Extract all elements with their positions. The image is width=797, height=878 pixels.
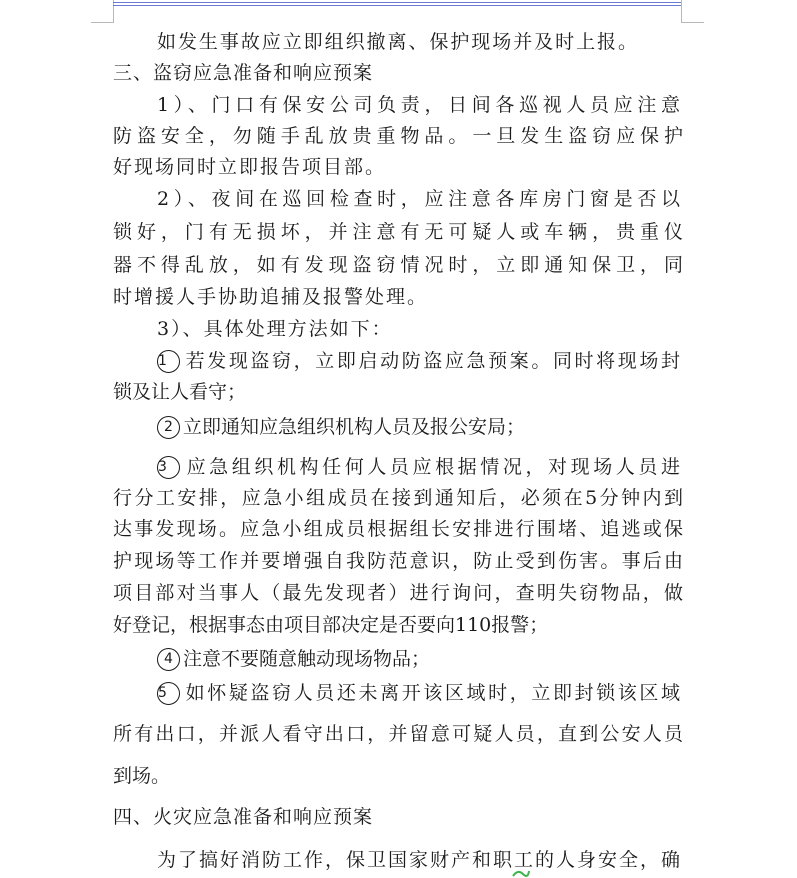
text-line: 3）、具体处理方法如下： — [157, 318, 393, 340]
text-line: 1）、门口有保安公司负责，日间各巡视人员应注意 — [157, 94, 680, 116]
text-line: 为了搞好消防工作，保卫国家财产和职工的人身安全，确 — [157, 849, 680, 871]
text-line: 锁及让人看守； — [113, 381, 247, 403]
circled-number-5: 5 — [157, 682, 180, 705]
text-line: 时增援人手协助追捕及报警处理。 — [113, 286, 429, 308]
crop-mark-top-right — [681, 0, 704, 23]
circled-number-2: 2 — [157, 416, 180, 439]
section-heading: 三、盗窃应急准备和响应预案 — [113, 62, 374, 84]
list-item: 2 立即通知应急组织机构人员及报公安局； — [157, 412, 727, 442]
text-line: 行分工安排，应急小组成员在接到通知后，必须在5分钟内到 — [113, 487, 683, 509]
text-line: 所有出口，并派人看守出口，并留意可疑人员，直到公安人员 — [113, 723, 683, 745]
text-line: 如发生事故应立即组织撤离、保护现场并及时上报。 — [157, 31, 637, 53]
list-item: 3 应急组织机构任何人员应根据情况，对现场人员进 — [158, 456, 680, 478]
text-line: 2）、夜间在巡回检查时，应注意各库房门窗是否以 — [157, 188, 680, 210]
header-rule — [113, 0, 681, 8]
circled-number-4: 4 — [157, 648, 180, 671]
crop-mark-top-left — [91, 0, 114, 23]
list-item: 5 如怀疑盗窃人员还未离开该区域时，立即封锁该区域 — [158, 682, 680, 704]
text-line: 锁好，门有无损坏，并注意有无可疑人或车辆，贵重仪 — [113, 221, 683, 243]
text-line: 护现场等工作并要增强自我防范意识，防止受到伤害。事后由 — [113, 550, 683, 572]
green-squiggle-icon — [512, 868, 530, 878]
text-line: 到场。 — [113, 765, 171, 787]
text-line: 达事发现场。应急小组成员根据组长安排进行围堵、追逃或保 — [113, 518, 683, 540]
circled-number-3: 3 — [157, 456, 180, 479]
text-line: 好登记，根据事态由项目部决定是否要向110报警； — [113, 614, 549, 636]
text-line: 器不得乱放，如有发现盗窃情况时，立即通知保卫，同 — [113, 254, 683, 276]
list-item: 4 注意不要随意触动现场物品； — [157, 644, 727, 674]
circled-number-1: 1 — [157, 350, 180, 373]
list-item: 1 若发现盗窃，立即启动防盗应急预案。同时将现场封 — [158, 350, 680, 372]
text-line: 项目部对当事人（最先发现者）进行询问，查明失窃物品，做 — [113, 582, 683, 604]
text-line: 防盗安全，勿随手乱放贵重物品。一旦发生盗窃应保护 — [113, 125, 683, 147]
section-heading: 四、火灾应急准备和响应预案 — [113, 806, 374, 828]
text-line: 好现场同时立即报告项目部。 — [113, 156, 387, 178]
